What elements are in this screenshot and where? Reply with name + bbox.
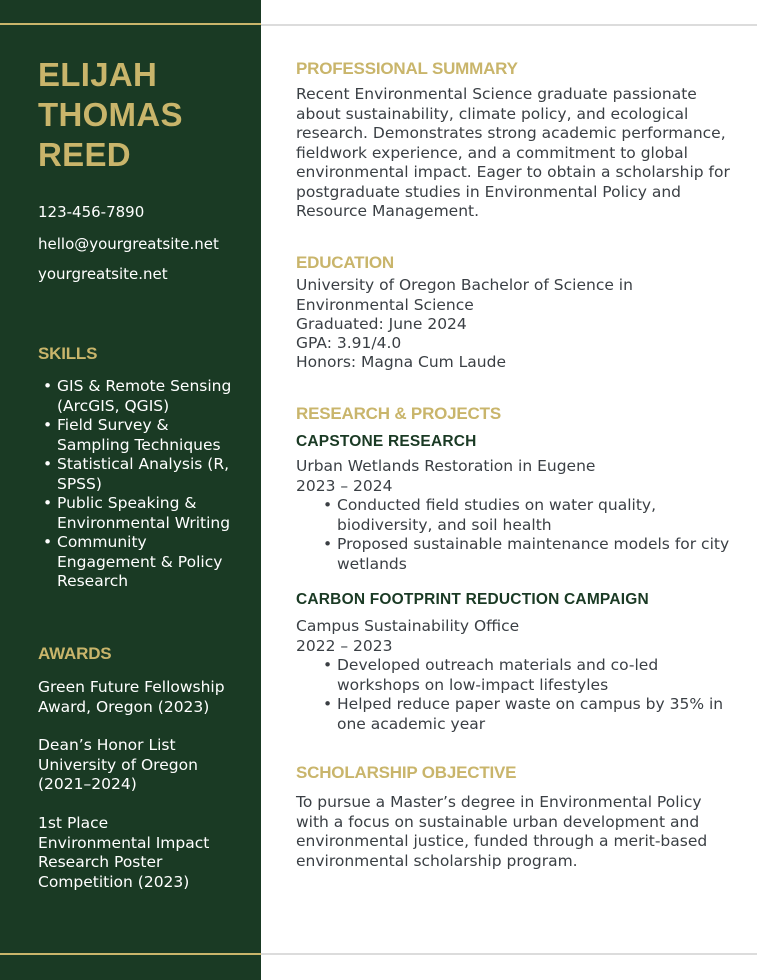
skill-item: • Field Survey & Sampling Techniques (38, 416, 238, 455)
summary-heading: PROFESSIONAL SUMMARY (296, 59, 518, 78)
skills-list (38, 377, 238, 592)
sidebar-bottom-divider (0, 953, 261, 955)
bottom-divider (261, 953, 757, 955)
project-bullets (318, 496, 733, 574)
phone-number: 123-456-7890 (38, 203, 145, 221)
top-divider (261, 24, 757, 26)
project-title: CAPSTONE RESEARCH (296, 433, 477, 450)
summary-text: Recent Environmental Science graduate passionate about sustainability, climate policy, and ecological research. Demonstrates strong academic performance, fieldwork experience, and a commitment to global environmental impact. Eager to obtain a scholarship for postgraduate studies in Environmental Policy and Resource Management. (296, 85, 730, 220)
project-org: Urban Wetlands Restoration in Eugene (296, 457, 596, 475)
candidate-name (38, 55, 248, 175)
award-item: 1st Place Environmental Impact Research Poster Competition (2023) (38, 814, 210, 891)
name-line: REED (38, 136, 131, 173)
name-line: THOMAS (38, 96, 183, 133)
project-bullet: • Developed outreach materials and co-led workshops on low-impact lifestyles (318, 656, 733, 695)
sidebar-top-divider (0, 23, 261, 25)
skill-item: • GIS & Remote Sensing (ArcGIS, QGIS) (38, 377, 238, 416)
objective-heading: SCHOLARSHIP OBJECTIVE (296, 763, 517, 782)
name-line: ELIJAH (38, 56, 158, 93)
project-bullets (318, 656, 733, 734)
education-degree: University of Oregon Bachelor of Science in Environmental Science (296, 276, 633, 314)
project-dates: 2023 – 2024 (296, 477, 393, 495)
research-heading: RESEARCH & PROJECTS (296, 404, 501, 423)
award-item: Dean’s Honor List University of Oregon (2021–2024) (38, 736, 198, 793)
objective-text: To pursue a Master’s degree in Environmental Policy with a focus on sustainable urban development and environmental justice, funded through a merit-based environmental scholarship program. (296, 793, 708, 870)
project-title: CARBON FOOTPRINT REDUCTION CAMPAIGN (296, 591, 649, 608)
skills-heading: SKILLS (38, 344, 98, 363)
education-honors: Honors: Magna Cum Laude (296, 353, 507, 371)
skill-item: • Statistical Analysis (R, SPSS) (38, 455, 238, 494)
project-dates: 2022 – 2023 (296, 637, 393, 655)
project-bullet: • Conducted field studies on water quality, biodiversity, and soil health (318, 496, 733, 535)
skill-item: • Community Engagement & Policy Research (38, 533, 238, 592)
project-org: Campus Sustainability Office (296, 617, 520, 635)
education-gpa: GPA: 3.91/4.0 (296, 334, 402, 352)
sidebar (0, 0, 261, 980)
award-item: Green Future Fellowship Award, Oregon (2023) (38, 678, 225, 716)
website: yourgreatsite.net (38, 265, 168, 283)
skill-item: • Public Speaking & Environmental Writing (38, 494, 238, 533)
email-address: hello@yourgreatsite.net (38, 235, 219, 253)
education-heading: EDUCATION (296, 253, 394, 272)
awards-heading: AWARDS (38, 644, 112, 663)
education-graduated: Graduated: June 2024 (296, 315, 467, 333)
project-bullet: • Helped reduce paper waste on campus by 35% in one academic year (318, 695, 733, 734)
project-bullet: • Proposed sustainable maintenance models for city wetlands (318, 535, 733, 574)
